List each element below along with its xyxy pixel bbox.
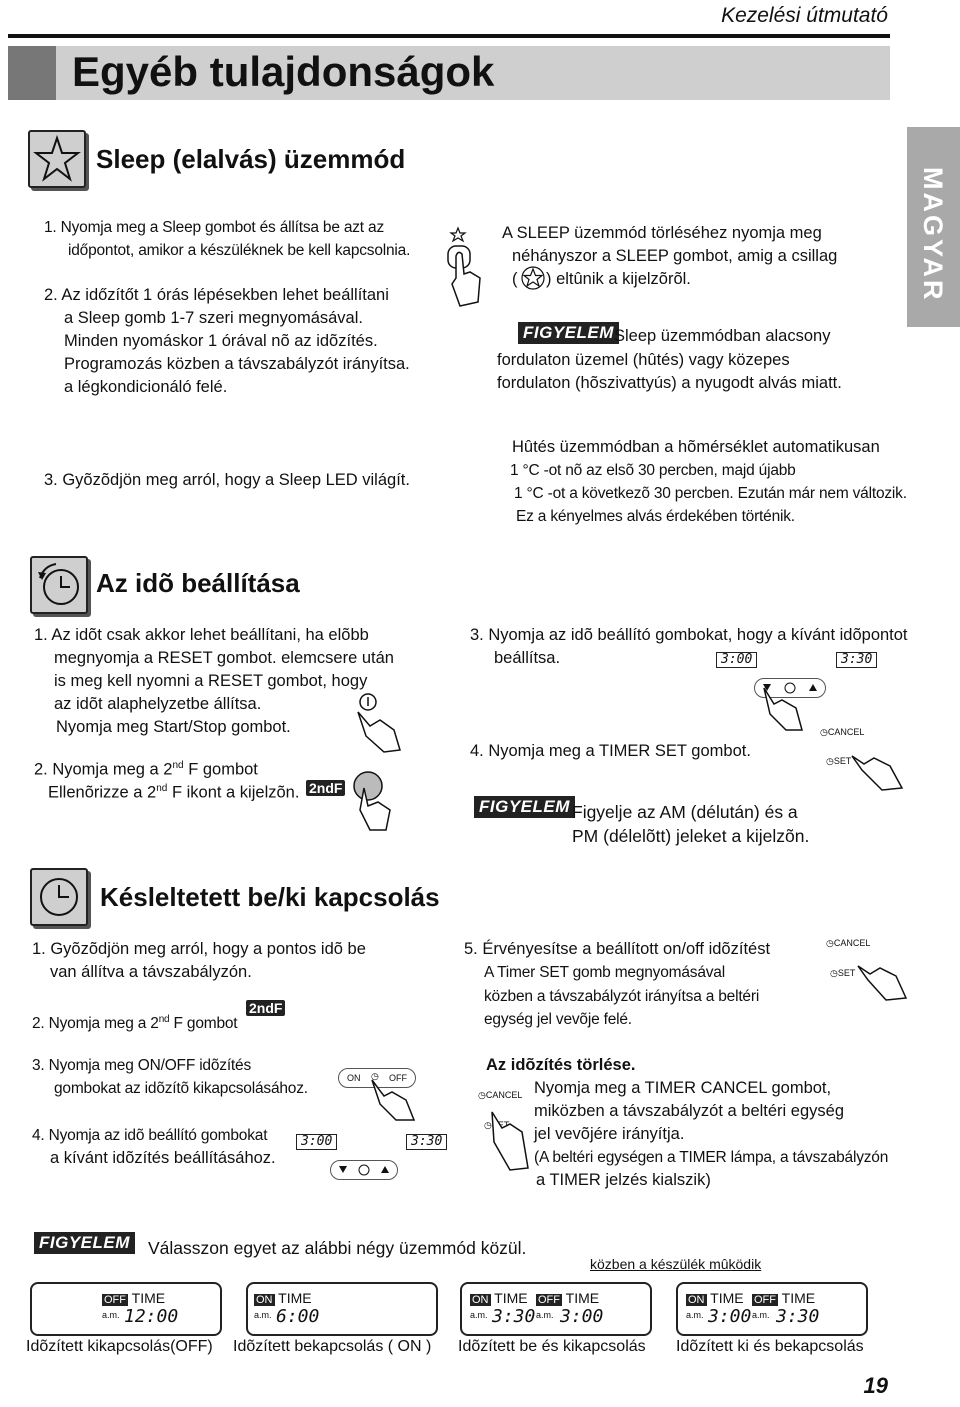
delay-adjust-buttons[interactable] [330, 1160, 398, 1180]
clock-small-icon: ◷ [826, 938, 834, 948]
hand-press-onoff-icon [370, 1078, 428, 1127]
clock-small-icon: ◷ [830, 968, 838, 978]
clock-small-icon: ◷ [826, 756, 834, 766]
timer-cancel-button[interactable]: ◷CANCEL [826, 938, 871, 948]
caption-off-on-timer: Idõzített ki és bekapcsolás [676, 1338, 864, 1355]
clock-refresh-icon [30, 556, 88, 614]
time-heading: Az idõ beállítása [96, 568, 300, 598]
delay-step5c: közben a távszabályzót irányítsa a beltéri [484, 988, 760, 1005]
clock-icon [30, 868, 88, 926]
delay-step3a: 3. Nyomja meg ON/OFF idõzítés [32, 1057, 252, 1074]
2ndf-icon: 2ndF [246, 1000, 285, 1016]
display-off-timer: OFF TIME a.m. 12:00 [30, 1282, 222, 1336]
delay-step5b: A Timer SET gomb megnyomásával [484, 964, 725, 981]
sleep-step2e: a légkondicionáló felé. [64, 378, 228, 396]
sleep-heading: Sleep (elalvás) üzemmód [96, 144, 406, 174]
time-step3a: 3. Nyomja az idõ beállító gombokat, hogy a kívánt idõpontot [470, 626, 908, 644]
sleep-note2: fordulaton üzemel (hûtés) vagy közepes [497, 351, 790, 369]
time-step1e: Nyomja meg Start/Stop gombot. [56, 718, 291, 736]
cancel-timer-heading: Az idõzítés törlése. [486, 1056, 636, 1074]
time-lcd-right: 3:30 [836, 652, 877, 668]
language-tab [907, 127, 960, 327]
header-rule [8, 34, 890, 38]
hand-press-set-icon [850, 740, 916, 799]
sleep-step2c: Minden nyomáskor 1 órával nõ az idõzítés. [64, 332, 378, 350]
sleep-step1a: 1. Nyomja meg a Sleep gombot és állítsa be azt az [44, 219, 384, 236]
delay-heading: Késleltetett be/ki kapcsolás [100, 882, 440, 912]
delay-step1a: 1. Gyõzõdjön meg arról, hogy a pontos idõ be [32, 940, 366, 958]
clock-small-icon: ◷ [820, 727, 828, 737]
timer-set-button[interactable]: ◷SET [826, 756, 852, 766]
choose-mode-note: Válasszon egyet az alábbi négy üzemmód közül. [148, 1238, 527, 1258]
time-step1d: az idõt alaphelyzetbe állítsa. [54, 695, 262, 713]
time-step2a: 2. Nyomja meg a 2nd F gombot [34, 760, 258, 779]
delay-lcd-right: 3:30 [406, 1134, 447, 1150]
clock-small-icon: ◷ [371, 1071, 379, 1081]
delay-step1b: van állítva a távszabályzón. [50, 963, 252, 981]
sleep-cancel-line2: néhányszor a SLEEP gombot, amig a csillag [512, 247, 838, 265]
cancel-timer-line4: (A beltéri egységen a TIMER lámpa, a távszabályzón [534, 1149, 889, 1166]
sleep-step2a: 2. Az időzítőt 1 órás lépésekben lehet beállítani [44, 286, 389, 304]
caption-on-off-timer: Idõzített be és kikapcsolás [458, 1338, 646, 1355]
ampm-note2: PM (délelõtt) jeleket a kijelzõn. [572, 826, 810, 846]
time-step1c: is meg kell nyomni a RESET gombot, hogy [54, 672, 368, 690]
clock-small-icon: ◷ [478, 1090, 486, 1100]
display-on-timer: ON TIME a.m. 6:00 [246, 1282, 438, 1336]
hand-press-time-icon [760, 686, 816, 737]
hand-press-reset-icon [340, 690, 410, 759]
title-block [8, 46, 56, 100]
sleep-step2d: Programozás közben a távszabályzót irányítsa. [64, 355, 410, 373]
cool-note3: 1 °C -ot a következõ 30 percben. Ezután már nem változik. [514, 485, 907, 502]
time-step1a: 1. Az idõt csak akkor lehet beállítani, ha elõbb [34, 626, 369, 644]
sleep-cancel-line3a: ( [512, 270, 518, 288]
delay-step4a: 4. Nyomja az idõ beállító gombokat [32, 1127, 268, 1144]
cancel-timer-line3: jel vevõjére irányítja. [534, 1125, 685, 1143]
page-title: Egyéb tulajdonságok [72, 48, 495, 95]
sleep-step2b: a Sleep gomb 1-7 szeri megnyomásával. [64, 309, 363, 327]
delay-step4b: a kívánt idõzítés beállításához. [50, 1149, 276, 1167]
language-tab-label: MAGYAR [918, 167, 948, 303]
sleep-step1b: időpontot, amikor a készüléknek be kell kapcsolnia. [68, 242, 411, 259]
hand-press-2ndf-icon [346, 766, 398, 837]
figyelem-badge: FIGYELEM [34, 1232, 135, 1254]
delay-step5a: 5. Érvényesítse a beállított on/off idõzítést [464, 940, 771, 958]
hand-press-sleep-icon [440, 222, 490, 317]
off-label: OFF [389, 1073, 407, 1083]
cool-note4: Ez a kényelmes alvás érdekében történik. [516, 508, 795, 525]
display-off-on-timer: ON TIME a.m. 3:00 OFF TIME a.m. 3:30 [676, 1282, 868, 1336]
hand-press-cancel-icon [486, 1108, 536, 1177]
sleep-note1: Sleep üzemmódban alacsony [614, 327, 831, 345]
cancel-timer-line1: Nyomja meg a TIMER CANCEL gombot, [534, 1079, 832, 1097]
delay-step5d: egység jel vevõje felé. [484, 1011, 632, 1028]
time-step2b: Ellenõrizze a 2nd F ikont a kijelzõn. [48, 783, 300, 802]
sleep-step3: 3. Gyõzõdjön meg arról, hogy a Sleep LED világít. [44, 471, 410, 489]
ampm-note1: Figyelje az AM (délután) és a [572, 802, 798, 822]
time-step1b: megnyomja a RESET gombot. elemcsere után [54, 649, 394, 667]
sleep-cancel-line3b: ) eltûnik a kijelzõrõl. [546, 270, 691, 288]
timer-set-button[interactable]: ◷SET [830, 968, 856, 978]
manual-header-title: Kezelési útmutató [721, 4, 888, 27]
star-small-icon [520, 266, 546, 295]
timer-cancel-button[interactable]: ◷CANCEL [478, 1090, 523, 1100]
time-step4: 4. Nyomja meg a TIMER SET gombot. [470, 742, 751, 760]
hand-press-set-icon [856, 950, 916, 1007]
figyelem-badge: FIGYELEM [474, 796, 575, 818]
timer-cancel-button[interactable]: ◷CANCEL [820, 727, 865, 737]
2ndf-icon: 2ndF [306, 780, 345, 796]
time-step3b: beállítsa. [494, 649, 561, 667]
delay-step3b: gombokat az idõzítõ kikapcsolásához. [54, 1080, 308, 1097]
delay-step2: 2. Nyomja meg a 2nd F gombot [32, 1014, 238, 1033]
caption-on-timer: Idõzített bekapcsolás ( ON ) [233, 1338, 432, 1355]
delay-lcd-left: 3:00 [296, 1134, 337, 1150]
time-lcd-left: 3:00 [716, 652, 757, 668]
cool-note1: Hûtés üzemmódban a hõmérséklet automatikusan [512, 438, 880, 456]
caption-off-timer: Idõzített kikapcsolás(OFF) [26, 1338, 213, 1355]
sleep-note3: fordulaton (hõszivattyús) a nyugodt alvás miatt. [497, 374, 842, 392]
figyelem-badge: FIGYELEM [518, 322, 619, 344]
display-on-off-timer: ON TIME a.m. 3:30 OFF TIME a.m. 3:00 [460, 1282, 652, 1336]
sleep-cancel-line1: A SLEEP üzemmód törléséhez nyomja meg [502, 224, 822, 242]
star-icon [28, 130, 86, 188]
cool-note2: 1 °C -ot nõ az elsõ 30 percben, majd újabb [510, 462, 796, 479]
clock-small-icon: ◷ [484, 1120, 492, 1130]
page-number: 19 [863, 1373, 888, 1398]
operating-note-link: közben a készülék mûködik [590, 1256, 762, 1272]
on-label: ON [347, 1073, 361, 1083]
cancel-timer-line5: a TIMER jelzés kialszik) [536, 1171, 711, 1189]
cancel-timer-line2: miközben a távszabályzót a beltéri egység [534, 1102, 845, 1120]
